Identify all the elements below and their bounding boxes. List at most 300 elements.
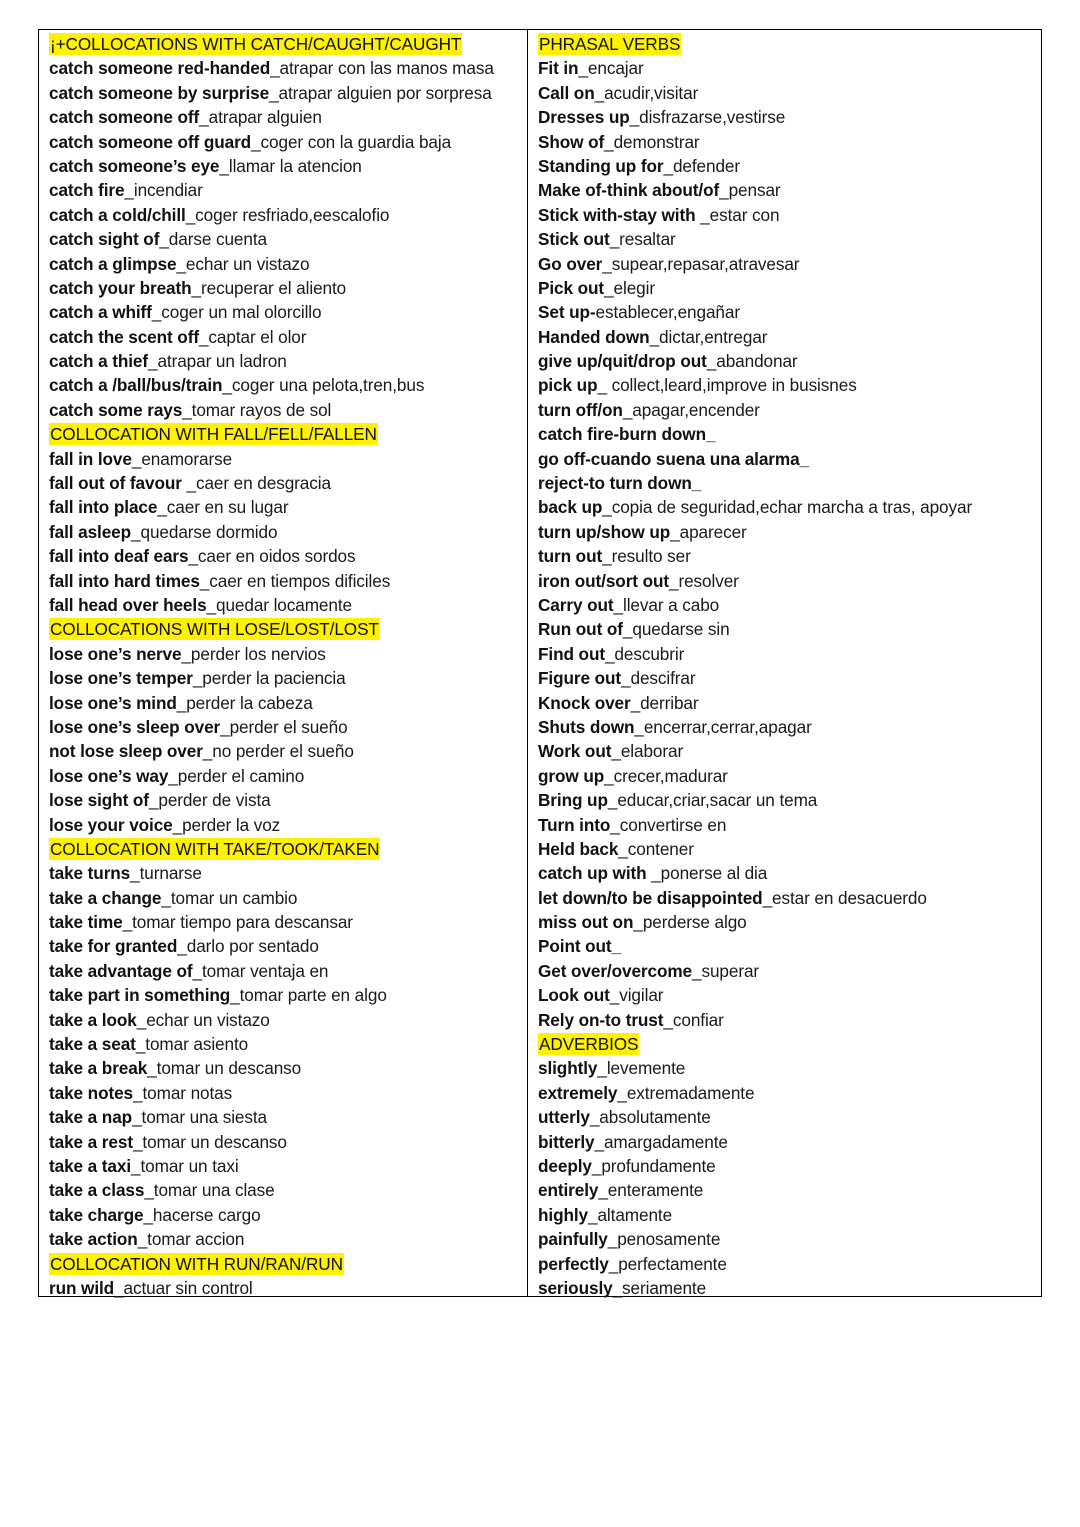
entry-translation: _coger un mal olorcillo [151, 302, 322, 323]
vocab-entry [49, 56, 521, 80]
entry-translation: _incendiar [124, 180, 203, 201]
vocab-entry [49, 1105, 521, 1129]
entry-term: catch the scent off [49, 326, 199, 347]
vocab-entry [538, 642, 1038, 666]
section-header [49, 32, 521, 56]
vocab-entry [538, 130, 1038, 154]
entry-translation: _seriamente [612, 1277, 707, 1298]
entry-term: Standing up for [538, 155, 664, 176]
entry-term: Stick with-stay with [538, 204, 701, 225]
entry-term: take a rest [49, 1131, 133, 1152]
entry-translation: _confiar [663, 1009, 724, 1030]
vocab-entry [49, 666, 521, 690]
vocab-entry [538, 691, 1038, 715]
vocab-entry [49, 447, 521, 471]
entry-term: catch a /ball/bus/train [49, 375, 223, 396]
entry-term: catch sight of [49, 229, 160, 250]
entry-translation: _tomar una siesta [132, 1107, 267, 1128]
vocab-entry [49, 1276, 521, 1300]
entry-term: take a seat [49, 1034, 136, 1055]
entry-term: Figure out [538, 668, 622, 689]
section-header-text: PHRASAL VERBS [539, 34, 681, 54]
entry-term: pick up [538, 375, 598, 396]
vocab-entry [49, 154, 521, 178]
entry-term: fall in love [49, 448, 132, 469]
entry-translation: _resulto ser [602, 546, 691, 567]
entry-term: Show of [538, 131, 605, 152]
vocab-entry [538, 1178, 1038, 1202]
entry-translation: _dictar,entregar [649, 326, 768, 347]
entry-translation: _perder la voz [172, 814, 281, 835]
entry-term: take turns [49, 863, 131, 884]
entry-translation: _supear,repasar,atravesar [602, 253, 800, 274]
vocab-entry [538, 300, 1038, 324]
entry-term: take a nap [49, 1107, 133, 1128]
entry-translation: _absolutamente [589, 1107, 711, 1128]
entry-term: deeply [538, 1155, 592, 1176]
vocab-entry [49, 325, 521, 349]
entry-translation: _convertirse en [610, 814, 727, 835]
entry-term: Find out [538, 643, 605, 664]
entry-translation: _levemente [597, 1058, 686, 1079]
entry-term: lose sight of [49, 790, 149, 811]
entry-term: Rely on-to trust [538, 1009, 664, 1030]
section-header-text: COLLOCATION WITH TAKE/TOOK/TAKEN [50, 838, 380, 859]
vocab-entry [538, 1154, 1038, 1178]
entry-translation: _amargadamente [594, 1131, 728, 1152]
entry-term: lose one’s way [49, 765, 169, 786]
section-header-text: ¡+COLLOCATIONS WITH CATCH/CAUGHT/CAUGHT [50, 34, 462, 54]
entry-term: Shuts down [538, 716, 635, 737]
entry-term: take a class [49, 1180, 145, 1201]
entry-translation: _altamente [588, 1204, 673, 1225]
entry-translation: _extremadamente [617, 1082, 755, 1103]
vocab-entry [49, 788, 521, 812]
entry-translation: _tomar un descanso [147, 1058, 302, 1079]
entry-term: catch a whiff [49, 302, 152, 323]
section-header [538, 1032, 1038, 1056]
vocab-entry [49, 276, 521, 300]
vocab-entry [49, 764, 521, 788]
entry-translation: _profundamente [591, 1155, 716, 1176]
entry-translation: _tomar accion [137, 1229, 245, 1250]
entry-translation: _derribar [630, 692, 699, 713]
vocab-entry [538, 1227, 1038, 1251]
vocab-entry [538, 739, 1038, 763]
entry-term: fall asleep [49, 521, 132, 542]
entry-term: extremely [538, 1082, 618, 1103]
vocab-entry [49, 691, 521, 715]
entry-translation: _tomar tiempo para descansar [122, 912, 353, 933]
entry-translation: _llamar la atencion [219, 155, 362, 176]
entry-term: take time [49, 912, 123, 933]
entry-translation: _perder la paciencia [192, 668, 346, 689]
entry-term: catch up with [538, 863, 652, 884]
vocab-entry [49, 813, 521, 837]
section-header-text: COLLOCATION WITH RUN/RAN/RUN [50, 1253, 343, 1274]
entry-term: catch someone by surprise [49, 82, 270, 103]
entry-term: catch a thief [49, 351, 148, 372]
entry-translation: _tomar parte en algo [230, 985, 387, 1006]
vocab-entry [538, 593, 1038, 617]
entry-translation: _acudir,visitar [594, 82, 699, 103]
entry-term: Make of-think about/of [538, 180, 720, 201]
entry-translation: _tomar asiento [135, 1034, 249, 1055]
vocab-entry [49, 495, 521, 519]
vocab-entry [49, 1227, 521, 1251]
entry-translation: _recuperar el aliento [191, 277, 347, 298]
vocab-entry [49, 1056, 521, 1080]
vocab-entry [538, 788, 1038, 812]
vocab-entry [538, 105, 1038, 129]
vocab-entry [49, 1032, 521, 1056]
entry-translation: _quedar locamente [206, 594, 352, 615]
entry-translation: _resolver [669, 570, 739, 591]
entry-translation: _caer en su lugar [157, 497, 289, 518]
entry-translation: _tomar un taxi [131, 1155, 239, 1176]
vocab-entry [538, 154, 1038, 178]
entry-term: miss out on [538, 912, 634, 933]
entry-term: Look out [538, 985, 610, 1006]
vocab-entry [538, 178, 1038, 202]
entry-term: catch someone off guard [49, 131, 252, 152]
entry-translation: _pensar [719, 180, 781, 201]
entry-term: take a break [49, 1058, 148, 1079]
entry-term: catch a cold/chill [49, 204, 186, 225]
entry-term: take action [49, 1229, 138, 1250]
entry-term: turn up/show up [538, 521, 671, 542]
vocab-entry [538, 398, 1038, 422]
entry-translation: _demonstrar [604, 131, 700, 152]
entry-term: lose one’s mind [49, 692, 177, 713]
entry-term: Stick out [538, 229, 610, 250]
entry-term: catch fire [49, 180, 125, 201]
vocab-entry [538, 959, 1038, 983]
entry-translation: _aparecer [670, 521, 747, 542]
vocab-entry [49, 886, 521, 910]
vocab-entry [49, 715, 521, 739]
vocab-entry [49, 349, 521, 373]
entry-translation: _darse cuenta [159, 229, 267, 250]
entry-term: lose your voice [49, 814, 173, 835]
vocab-entry [538, 56, 1038, 80]
entry-term: catch someone off [49, 107, 200, 128]
entry-translation: _atrapar un ladron [148, 351, 287, 372]
vocab-entry [538, 764, 1038, 788]
section-header-text: ADVERBIOS [539, 1034, 639, 1055]
entry-translation: _darlo por sentado [177, 936, 319, 957]
entry-translation: _contener [618, 838, 694, 859]
vocab-entry [538, 447, 1038, 471]
vocab-entry [538, 886, 1038, 910]
vocab-entry [49, 910, 521, 934]
entry-translation: _tomar un descanso [132, 1131, 287, 1152]
entry-term: catch some rays [49, 399, 183, 420]
section-header [49, 617, 521, 641]
vocab-entry [49, 1081, 521, 1105]
vocab-entry [49, 1008, 521, 1032]
section-header [538, 32, 1038, 56]
section-header [49, 1252, 521, 1276]
entry-translation: _echar un vistazo [136, 1009, 270, 1030]
vocab-entry [538, 81, 1038, 105]
vocab-entry [538, 617, 1038, 641]
entry-term: fall into deaf ears [49, 546, 189, 567]
entry-translation: _disfrazarse,vestirse [629, 107, 786, 128]
entry-term: catch someone red-handed [49, 58, 271, 79]
entry-translation: _ collect,leard,improve in busisnes [597, 375, 857, 396]
entry-translation: _no perder el sueño [202, 741, 354, 762]
entry-term: take notes [49, 1082, 134, 1103]
entry-term: Carry out [538, 594, 614, 615]
entry-term: take a look [49, 1009, 137, 1030]
entry-term: run wild [49, 1277, 115, 1298]
entry-term: take a change [49, 887, 162, 908]
vocab-entry [49, 105, 521, 129]
vocab-entry [538, 983, 1038, 1007]
entry-translation: _perder la cabeza [176, 692, 313, 713]
entry-translation: _ponerse al dia [651, 863, 768, 884]
entry-translation: _copia de seguridad,echar marcha a tras, apoyar [602, 497, 973, 518]
vocab-entry [538, 813, 1038, 837]
entry-translation: _perder el camino [168, 765, 305, 786]
vocab-entry [538, 520, 1038, 544]
section-header-text: COLLOCATION WITH FALL/FELL/FALLEN [50, 424, 377, 445]
vocab-entry [538, 1130, 1038, 1154]
vocab-entry [49, 471, 521, 495]
entry-translation: _perderse algo [633, 912, 747, 933]
entry-translation: _atrapar con las manos masa [270, 58, 494, 79]
entry-translation: _hacerse cargo [143, 1204, 261, 1225]
entry-term: lose one’s nerve [49, 643, 182, 664]
vocab-entry [49, 178, 521, 202]
vocab-entry [538, 715, 1038, 739]
entry-translation: _perfectamente [608, 1253, 727, 1274]
vocab-entry [538, 252, 1038, 276]
vocab-entry [49, 739, 521, 763]
vocab-entry [538, 276, 1038, 300]
entry-term: Get over/overcome [538, 960, 693, 981]
vocab-entry [538, 1008, 1038, 1032]
entry-term: Fit in [538, 58, 579, 79]
entry-term: fall head over heels [49, 594, 207, 615]
entry-term: seriously [538, 1277, 613, 1298]
entry-term: take for granted [49, 936, 178, 957]
entry-term: take part in something [49, 985, 231, 1006]
entry-term: painfully [538, 1229, 608, 1250]
entry-translation: _caer en oidos sordos [188, 546, 356, 567]
entry-term: give up/quit/drop out [538, 351, 707, 372]
right-column [538, 32, 1038, 1300]
entry-translation: _estar en desacuerdo [762, 887, 927, 908]
entry-translation: _quedarse dormido [131, 521, 278, 542]
vocab-entry [49, 1130, 521, 1154]
vocab-entry [49, 227, 521, 251]
entry-term: turn out [538, 546, 603, 567]
vocab-entry [49, 252, 521, 276]
entry-term: go off-cuando suena una alarma_ [538, 448, 809, 469]
vocab-entry [49, 398, 521, 422]
entry-translation: _tomar notas [133, 1082, 233, 1103]
entry-term: Pick out [538, 277, 605, 298]
entry-translation: _tomar rayos de sol [182, 399, 332, 420]
entry-term: entirely [538, 1180, 599, 1201]
entry-term: grow up [538, 765, 605, 786]
vocab-entry [538, 495, 1038, 519]
entry-translation: _resaltar [609, 229, 676, 250]
entry-translation: _enamorarse [131, 448, 233, 469]
entry-term: back up [538, 497, 603, 518]
entry-translation: _vigilar [609, 985, 664, 1006]
vocab-entry [538, 569, 1038, 593]
vocab-entry [49, 130, 521, 154]
entry-term: not lose sleep over [49, 741, 203, 762]
entry-term: iron out/sort out [538, 570, 669, 591]
vocab-entry [49, 544, 521, 568]
entry-translation: _captar el olor [198, 326, 307, 347]
entry-translation: _tomar una clase [144, 1180, 275, 1201]
vocab-entry [538, 1056, 1038, 1080]
entry-term: Handed down [538, 326, 650, 347]
vocab-entry [49, 593, 521, 617]
entry-term: Run out of [538, 619, 623, 640]
entry-term: take a taxi [49, 1155, 132, 1176]
vocab-entry [538, 349, 1038, 373]
entry-translation: _coger con la guardia baja [251, 131, 452, 152]
vocab-entry [49, 1154, 521, 1178]
entry-term: let down/to be disappointed [538, 887, 763, 908]
section-header [49, 837, 521, 861]
entry-term: fall into place [49, 497, 158, 518]
entry-translation: _turnarse [130, 863, 202, 884]
entry-translation: _encerrar,cerrar,apagar [634, 716, 812, 737]
entry-translation: _perder los nervios [181, 643, 326, 664]
vocab-entry [49, 203, 521, 227]
entry-term: bitterly [538, 1131, 595, 1152]
entry-term: take charge [49, 1204, 144, 1225]
entry-translation: _estar con [700, 204, 780, 225]
entry-term: catch someone’s eye [49, 155, 220, 176]
vocab-entry [538, 1252, 1038, 1276]
entry-translation: _educar,criar,sacar un tema [607, 790, 818, 811]
entry-term: Knock over [538, 692, 631, 713]
entry-term: reject-to turn down_ [538, 473, 702, 494]
vocab-entry [538, 910, 1038, 934]
vocab-entry [49, 81, 521, 105]
vocab-entry [538, 934, 1038, 958]
vocab-entry [49, 861, 521, 885]
entry-term: fall into hard times [49, 570, 200, 591]
vocab-entry [538, 325, 1038, 349]
entry-translation: _penosamente [607, 1229, 721, 1250]
entry-translation: _actuar sin control [114, 1277, 253, 1298]
left-column [49, 32, 521, 1300]
vocab-entry [49, 642, 521, 666]
entry-translation: _enteramente [598, 1180, 704, 1201]
entry-translation: _perder el sueño [220, 716, 348, 737]
vocab-entry [538, 544, 1038, 568]
entry-translation: _tomar un cambio [161, 887, 298, 908]
vocab-entry [538, 227, 1038, 251]
vocab-entry [49, 983, 521, 1007]
entry-translation: _caer en desgracia [186, 473, 331, 494]
entry-term: Held back [538, 838, 619, 859]
vocab-entry [49, 959, 521, 983]
vocab-entry [49, 934, 521, 958]
entry-term: lose one’s temper [49, 668, 193, 689]
entry-term: Work out [538, 741, 612, 762]
entry-term: take advantage of [49, 960, 193, 981]
section-header-text: COLLOCATIONS WITH LOSE/LOST/LOST [50, 619, 379, 640]
entry-term: fall out of favour [49, 473, 187, 494]
entry-translation: _atrapar alguien por sorpresa [269, 82, 492, 103]
vocab-entry [49, 1178, 521, 1202]
vocab-entry [538, 666, 1038, 690]
entry-term: catch a glimpse [49, 253, 177, 274]
entry-term: utterly [538, 1107, 590, 1128]
vocab-entry [538, 422, 1038, 446]
entry-translation: _crecer,madurar [604, 765, 728, 786]
entry-translation: _llevar a cabo [613, 594, 720, 615]
entry-translation: _echar un vistazo [176, 253, 310, 274]
entry-translation: _atrapar alguien [199, 107, 322, 128]
entry-term: Bring up [538, 790, 608, 811]
vocab-entry [538, 1105, 1038, 1129]
entry-translation: _quedarse sin [622, 619, 730, 640]
vocab-entry [538, 1081, 1038, 1105]
entry-term: Point out_ [538, 936, 622, 957]
vocab-entry [49, 373, 521, 397]
entry-translation: _defender [663, 155, 740, 176]
entry-translation: _encajar [578, 58, 644, 79]
entry-translation: _perder de vista [148, 790, 271, 811]
vocab-entry [538, 1203, 1038, 1227]
vocab-entry [538, 837, 1038, 861]
column-divider [527, 29, 528, 1297]
entry-translation: _elegir [604, 277, 655, 298]
entry-translation: _apagar,encender [622, 399, 760, 420]
vocab-entry [538, 1276, 1038, 1300]
entry-translation: _abandonar [706, 351, 798, 372]
entry-translation: _descubrir [604, 643, 685, 664]
entry-term: slightly [538, 1058, 598, 1079]
vocab-entry [49, 1203, 521, 1227]
entry-translation: _descifrar [621, 668, 696, 689]
entry-term: Turn into [538, 814, 611, 835]
vocab-entry [49, 569, 521, 593]
entry-term: Call on [538, 82, 595, 103]
vocab-entry [538, 373, 1038, 397]
entry-term: Go over [538, 253, 603, 274]
entry-term: catch fire-burn down_ [538, 424, 716, 445]
entry-translation: _elaborar [611, 741, 684, 762]
entry-translation: _coger resfriado,eescalofio [185, 204, 390, 225]
vocab-entry [49, 520, 521, 544]
entry-term: lose one’s sleep over [49, 716, 221, 737]
vocab-entry [49, 300, 521, 324]
vocab-entry [538, 471, 1038, 495]
vocab-entry [538, 861, 1038, 885]
entry-term: perfectly [538, 1253, 609, 1274]
entry-term: catch your breath [49, 277, 192, 298]
entry-term: Set up- [538, 302, 596, 323]
entry-translation: _caer en tiempos dificiles [199, 570, 391, 591]
section-header [49, 422, 521, 446]
entry-translation: _superar [692, 960, 760, 981]
entry-translation: establecer,engañar [595, 302, 740, 323]
entry-term: Dresses up [538, 107, 630, 128]
entry-translation: _coger una pelota,tren,bus [222, 375, 425, 396]
